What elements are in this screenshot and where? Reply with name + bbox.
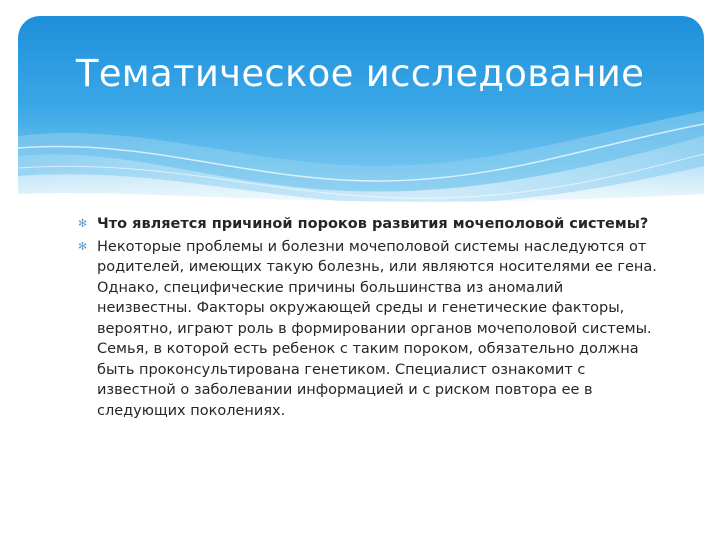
title-banner [18,16,704,216]
snowflake-icon: ✻ [78,217,88,230]
answer-text: Некоторые проблемы и болезни мочеполовой системы наследуются от родителей, имеющих такую болезнь, или являются носителями ее гена. Однако, специфические причины большинства из аномалий неизвестны. Факторы окружающей среды и генетические факторы, вероятно, играют роль в формировании органов мочеполовой системы. Семья, в которой есть ребенок с таким пороком, обязательно должна быть проконсультирована генетиком. Специалист ознакомит с известной о заболевании информацией и с риском повтора ее в следующих поколениях. [97,238,657,419]
slide-title: Тематическое исследование [75,52,645,95]
question-text: Что является причиной пороков развития мочеполовой системы? [97,216,649,232]
wave-decoration [18,16,704,216]
bullet-list [78,214,658,423]
list-item [78,214,658,235]
snowflake-icon: ✻ [78,239,88,253]
list-item [78,237,658,422]
